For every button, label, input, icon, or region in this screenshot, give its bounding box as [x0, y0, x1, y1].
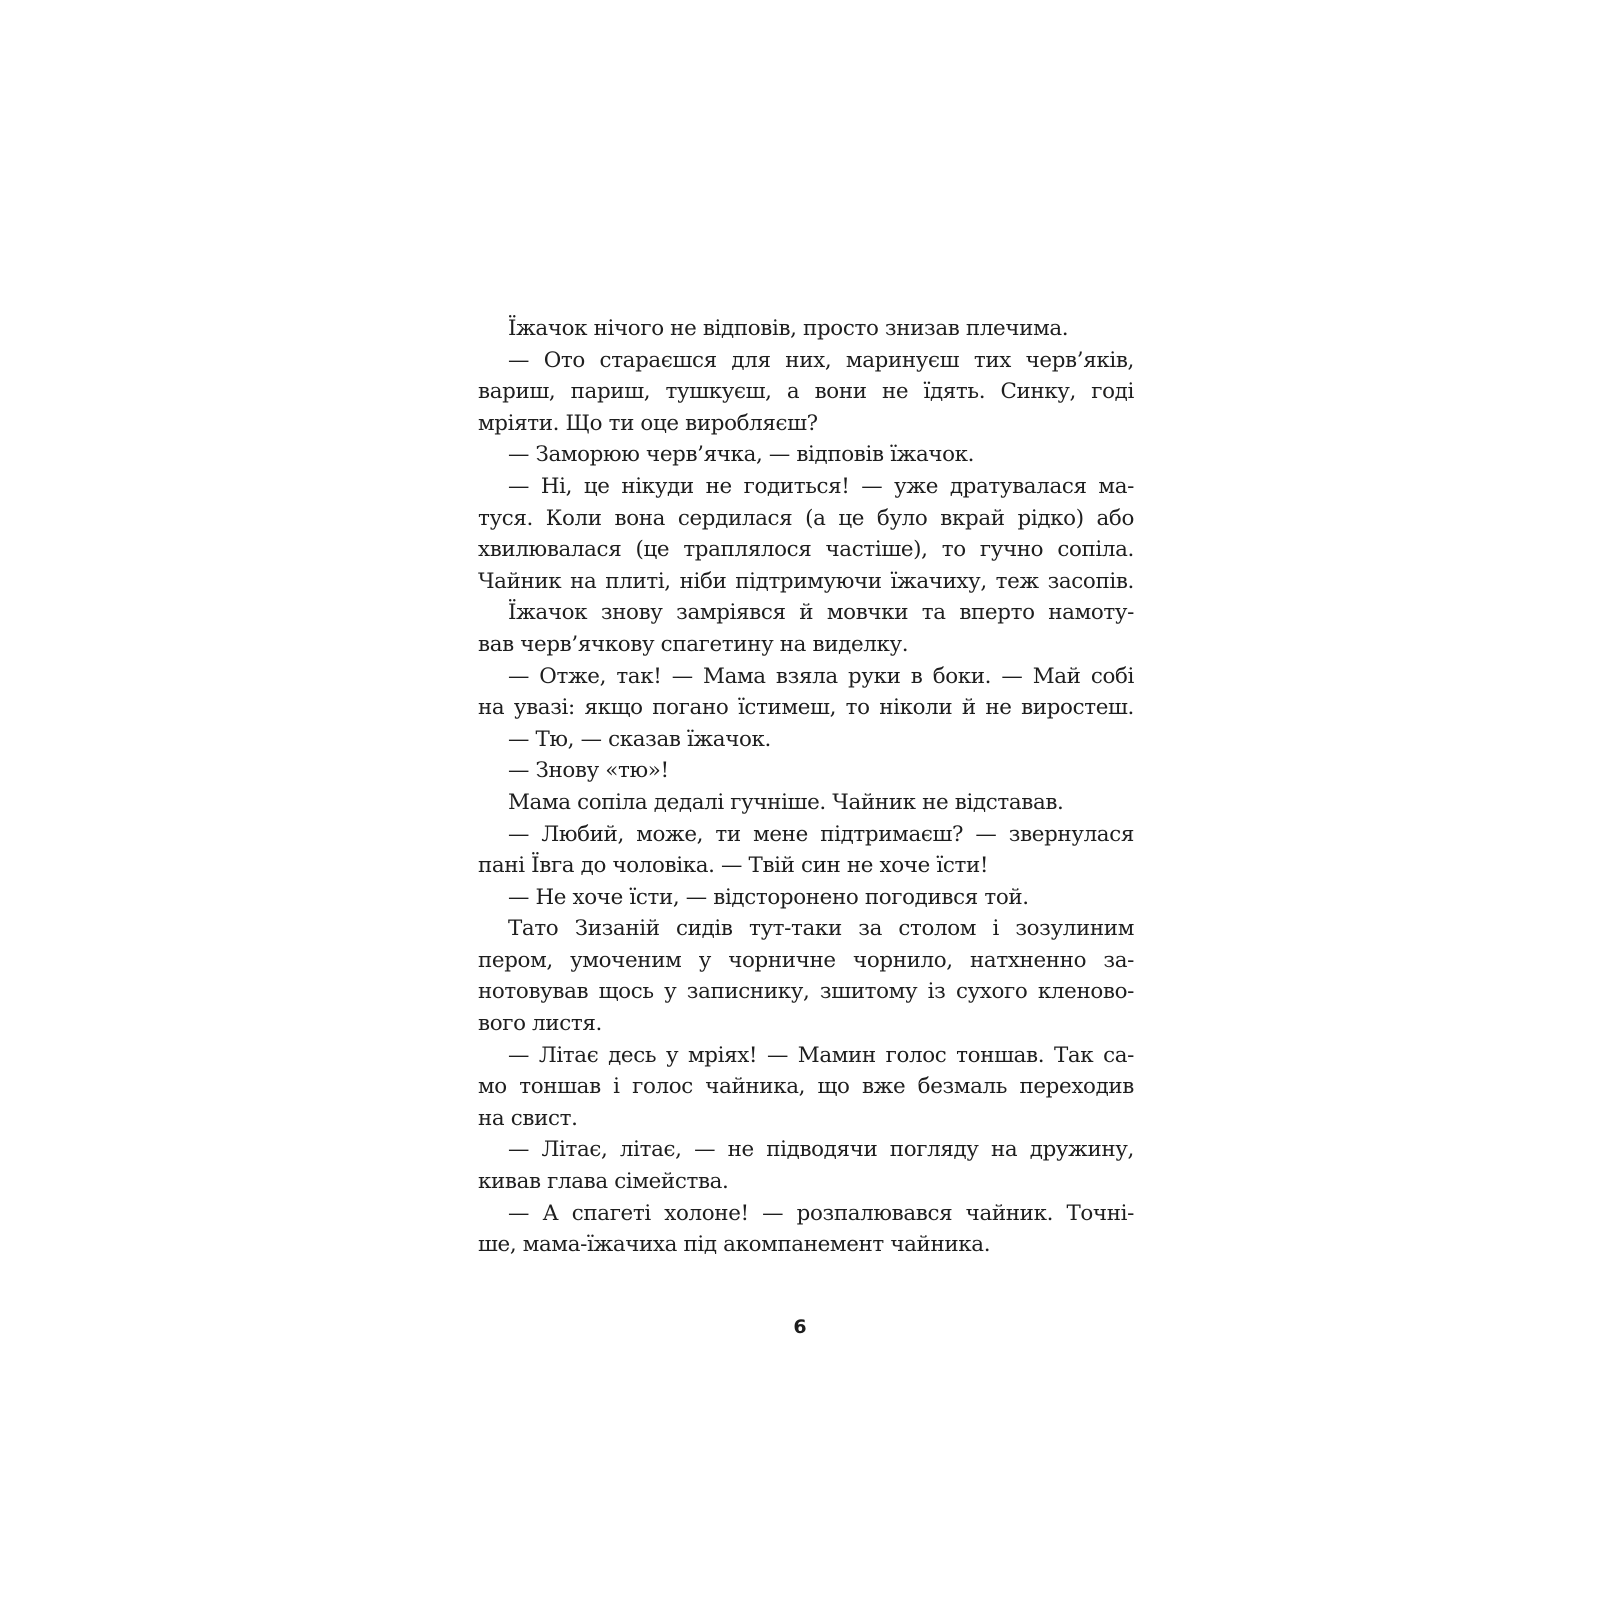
- text-line: — Любий, може, ти мене підтримаєш? — звернулася: [508, 821, 1134, 847]
- text-line: мо тоншав і голос чайника, що вже безмаль переходив: [478, 1074, 1134, 1100]
- text-line: — Ні, це нікуди не годиться! — уже дратувалася ма-: [508, 473, 1134, 499]
- text-line: — А спагеті холоне! — розпалювався чайник. Точні-: [508, 1200, 1134, 1226]
- body-text: [478, 313, 1134, 1261]
- text-line: — Знову «тю»!: [508, 758, 669, 784]
- text-line: пані Ївга до чоловіка. — Твій син не хоче їсти!: [478, 853, 989, 879]
- text-line: кивав глава сімейства.: [478, 1169, 729, 1195]
- text-line: — Ото стараєшся для них, маринуєш тих черв’яків,: [508, 347, 1134, 373]
- text-line: Їжачок знову замріявся й мовчки та вперто намоту-: [508, 600, 1134, 626]
- text-line: — Літає десь у мріях! — Мамин голос тоншав. Так са-: [508, 1042, 1134, 1068]
- text-line: вариш, париш, тушкуєш, а вони не їдять. Синку, годі: [478, 379, 1134, 405]
- text-line: на свист.: [478, 1105, 578, 1131]
- text-line: ше, мама-їжачиха під акомпанемент чайника.: [478, 1232, 991, 1258]
- page-number: 6: [793, 1316, 807, 1338]
- text-line: — Не хоче їсти, — відсторонено погодився той.: [508, 884, 1029, 910]
- text-line: Їжачок нічого не відповів, просто знизав плечима.: [508, 316, 1069, 341]
- text-line: Мама сопіла дедалі гучніше. Чайник не відставав.: [508, 789, 1064, 815]
- text-line: — Отже, так! — Мама взяла руки в боки. — Май собі: [508, 663, 1134, 689]
- text-line: на увазі: якщо погано їстимеш, то ніколи й не виростеш.: [478, 695, 1134, 721]
- text-line: Тато Зизаній сидів тут-таки за столом і зозулиним: [508, 916, 1134, 942]
- text-line: — Тю, — сказав їжачок.: [508, 726, 771, 752]
- text-line: вого листя.: [478, 1011, 602, 1037]
- text-line: — Заморюю черв’ячка, — відповів їжачок.: [508, 442, 975, 468]
- text-line: — Літає, літає, — не підводячи погляду на дружину,: [508, 1137, 1134, 1163]
- text-line: Чайник на плиті, ніби підтримуючи їжачиху, теж засопів.: [478, 568, 1134, 594]
- text-line: туся. Коли вона сердилася (а це було вкрай рідко) або: [478, 505, 1134, 531]
- text-line: вав черв’ячкову спагетину на виделку.: [478, 631, 909, 657]
- text-line: мріяти. Що ти оце виробляєш?: [478, 410, 818, 436]
- text-line: нотовував щось у записнику, зшитому із сухого кленово-: [478, 979, 1134, 1005]
- text-line: пером, умоченим у чорничне чорнило, натхненно за-: [478, 947, 1134, 973]
- text-line: хвилювалася (це траплялося частіше), то гучно сопіла.: [478, 537, 1134, 563]
